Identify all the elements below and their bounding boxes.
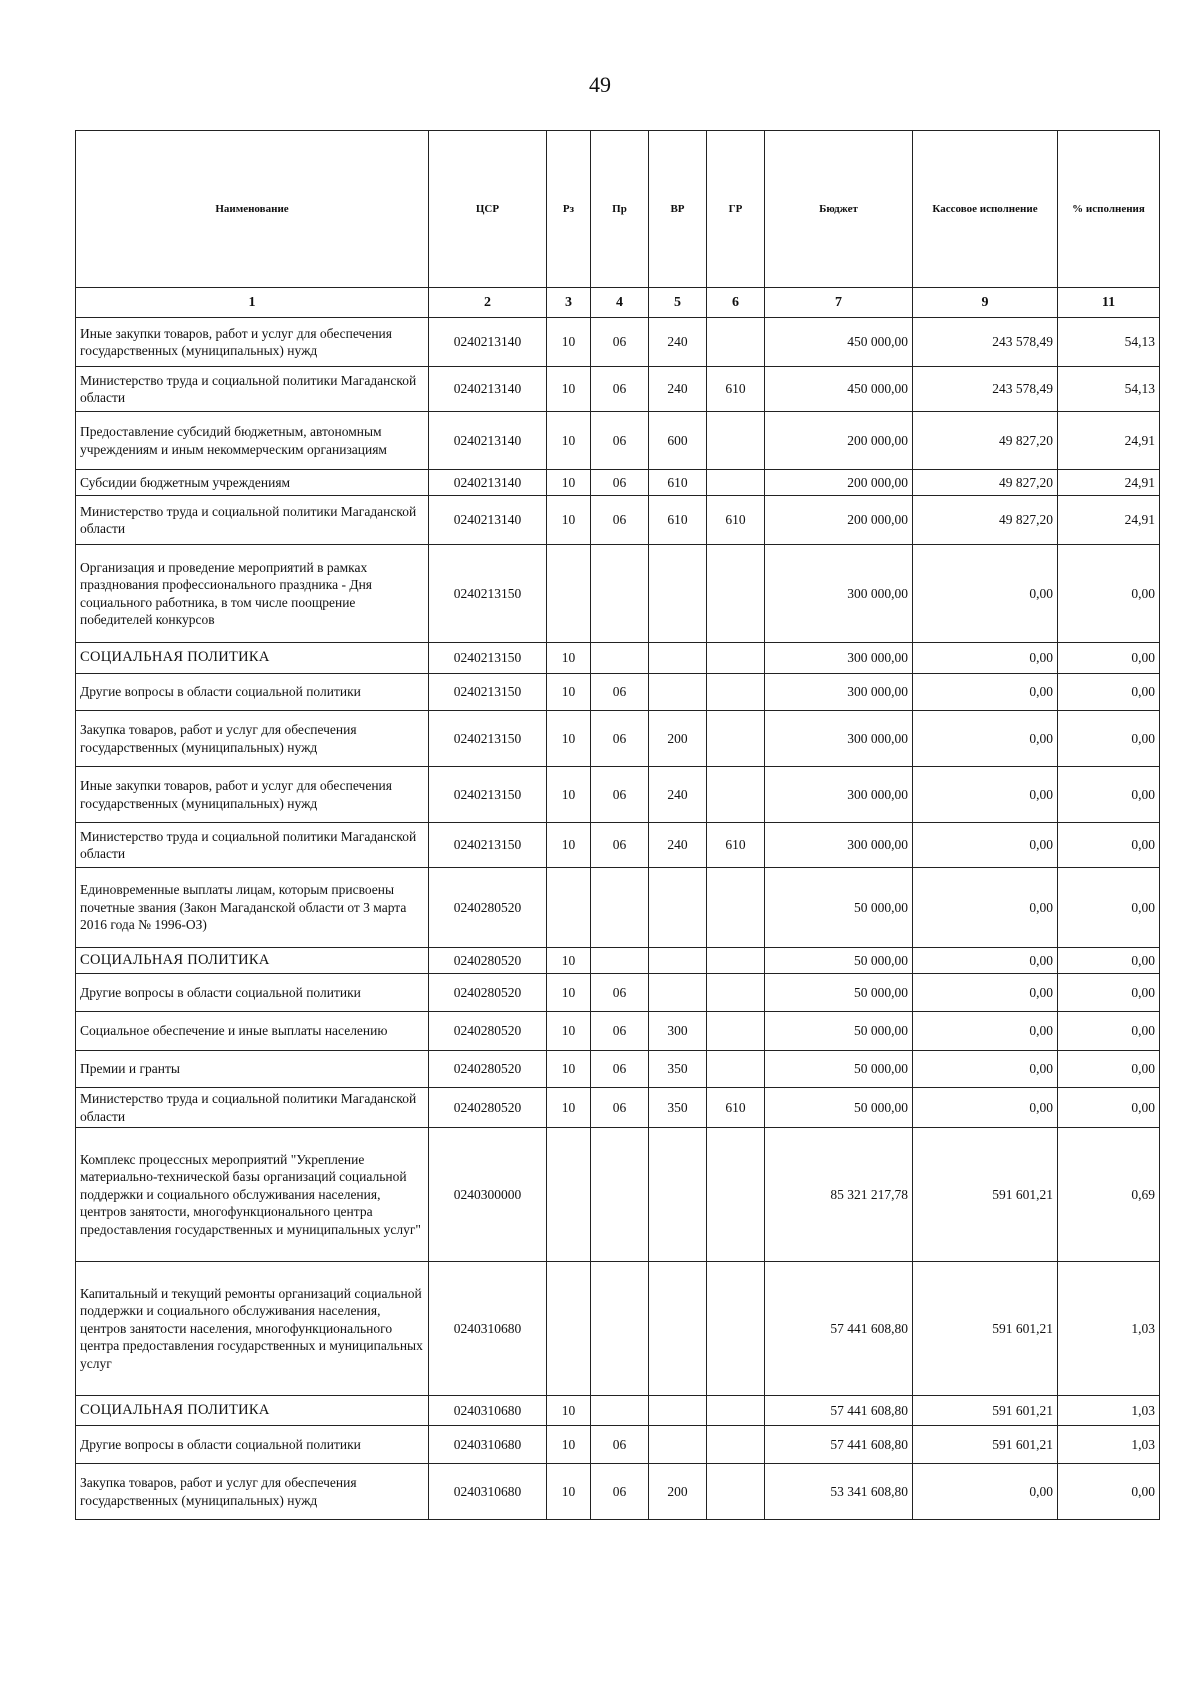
- row-gr: [707, 470, 765, 496]
- row-rz: 10: [547, 767, 591, 823]
- row-rz: 10: [547, 711, 591, 767]
- row-cash: 0,00: [913, 643, 1058, 674]
- row-percent: 0,00: [1058, 1051, 1160, 1088]
- row-vr: 350: [649, 1051, 707, 1088]
- row-pr: 06: [591, 823, 649, 868]
- row-vr: [649, 1262, 707, 1396]
- row-pr: [591, 643, 649, 674]
- row-cash: 0,00: [913, 974, 1058, 1012]
- row-gr: [707, 674, 765, 711]
- row-rz: 10: [547, 948, 591, 974]
- row-name: Министерство труда и социальной политики Магаданской области: [76, 496, 429, 545]
- table-row: [76, 1464, 1160, 1520]
- row-vr: [649, 1396, 707, 1426]
- row-budget: 53 341 608,80: [765, 1464, 913, 1520]
- row-pr: 06: [591, 318, 649, 367]
- row-cash: 0,00: [913, 545, 1058, 643]
- row-gr: [707, 711, 765, 767]
- row-gr: [707, 1128, 765, 1262]
- row-cash: 0,00: [913, 868, 1058, 948]
- row-csr: 0240280520: [429, 1012, 547, 1051]
- row-name: Иные закупки товаров, работ и услуг для обеспечения государственных (муниципальных) нужд: [76, 318, 429, 367]
- row-budget: 300 000,00: [765, 643, 913, 674]
- column-numbers-row: [76, 288, 1160, 318]
- row-percent: 24,91: [1058, 470, 1160, 496]
- row-name: Субсидии бюджетным учреждениям: [76, 470, 429, 496]
- row-vr: 610: [649, 470, 707, 496]
- col-header-budget: Бюджет: [765, 131, 913, 288]
- row-cash: 243 578,49: [913, 367, 1058, 412]
- row-name: СОЦИАЛЬНАЯ ПОЛИТИКА: [76, 1396, 429, 1426]
- row-percent: 0,00: [1058, 711, 1160, 767]
- row-rz: [547, 545, 591, 643]
- row-percent: 0,00: [1058, 948, 1160, 974]
- row-pr: [591, 948, 649, 974]
- row-pr: [591, 1262, 649, 1396]
- row-cash: 591 601,21: [913, 1262, 1058, 1396]
- row-budget: 300 000,00: [765, 674, 913, 711]
- row-name: Предоставление субсидий бюджетным, автономным учреждениям и иным некоммерческим организациям: [76, 412, 429, 470]
- row-percent: 0,00: [1058, 823, 1160, 868]
- row-cash: 49 827,20: [913, 470, 1058, 496]
- row-cash: 591 601,21: [913, 1426, 1058, 1464]
- row-pr: 06: [591, 367, 649, 412]
- table-row: [76, 1012, 1160, 1051]
- row-gr: [707, 868, 765, 948]
- row-csr: 0240213140: [429, 470, 547, 496]
- row-percent: 54,13: [1058, 318, 1160, 367]
- row-rz: 10: [547, 643, 591, 674]
- row-name: Закупка товаров, работ и услуг для обеспечения государственных (муниципальных) нужд: [76, 711, 429, 767]
- row-name: Иные закупки товаров, работ и услуг для обеспечения государственных (муниципальных) нужд: [76, 767, 429, 823]
- row-vr: 600: [649, 412, 707, 470]
- row-pr: 06: [591, 1426, 649, 1464]
- col-number: 5: [649, 288, 707, 318]
- row-rz: 10: [547, 1464, 591, 1520]
- row-percent: 1,03: [1058, 1396, 1160, 1426]
- row-pr: 06: [591, 974, 649, 1012]
- row-pr: 06: [591, 470, 649, 496]
- row-csr: 0240213150: [429, 711, 547, 767]
- row-cash: 0,00: [913, 711, 1058, 767]
- col-header-csr: ЦСР: [429, 131, 547, 288]
- table-row: [76, 767, 1160, 823]
- table-row: [76, 643, 1160, 674]
- row-rz: 10: [547, 1051, 591, 1088]
- row-budget: 200 000,00: [765, 412, 913, 470]
- row-gr: [707, 318, 765, 367]
- row-budget: 57 441 608,80: [765, 1262, 913, 1396]
- row-cash: 0,00: [913, 674, 1058, 711]
- row-cash: 49 827,20: [913, 496, 1058, 545]
- col-number: 4: [591, 288, 649, 318]
- row-percent: 0,00: [1058, 1012, 1160, 1051]
- col-header-gr: ГР: [707, 131, 765, 288]
- row-name: Закупка товаров, работ и услуг для обеспечения государственных (муниципальных) нужд: [76, 1464, 429, 1520]
- row-budget: 300 000,00: [765, 823, 913, 868]
- row-vr: [649, 674, 707, 711]
- row-budget: 50 000,00: [765, 948, 913, 974]
- table-row: [76, 412, 1160, 470]
- row-vr: 240: [649, 767, 707, 823]
- row-csr: 0240280520: [429, 1051, 547, 1088]
- row-vr: [649, 1128, 707, 1262]
- row-name: Капитальный и текущий ремонты организаций социальной поддержки и социального обслуживания населения, центров занятости населения, многофункционального центра предоставления государственных и муниципальных услуг: [76, 1262, 429, 1396]
- row-rz: 10: [547, 1012, 591, 1051]
- row-name: Министерство труда и социальной политики Магаданской области: [76, 1088, 429, 1128]
- row-rz: 10: [547, 674, 591, 711]
- row-name: СОЦИАЛЬНАЯ ПОЛИТИКА: [76, 948, 429, 974]
- row-csr: 0240280520: [429, 974, 547, 1012]
- row-percent: 0,00: [1058, 1464, 1160, 1520]
- row-percent: 0,00: [1058, 767, 1160, 823]
- row-budget: 450 000,00: [765, 367, 913, 412]
- row-percent: 0,69: [1058, 1128, 1160, 1262]
- row-rz: 10: [547, 496, 591, 545]
- row-csr: 0240213140: [429, 496, 547, 545]
- page-number: 49: [589, 72, 611, 97]
- row-percent: 1,03: [1058, 1262, 1160, 1396]
- col-number: 1: [76, 288, 429, 318]
- row-budget: 200 000,00: [765, 496, 913, 545]
- row-percent: 1,03: [1058, 1426, 1160, 1464]
- table-row: [76, 1426, 1160, 1464]
- table-row: [76, 868, 1160, 948]
- row-budget: 200 000,00: [765, 470, 913, 496]
- row-gr: [707, 1262, 765, 1396]
- row-rz: 10: [547, 974, 591, 1012]
- row-gr: 610: [707, 1088, 765, 1128]
- row-budget: 50 000,00: [765, 1012, 913, 1051]
- table-row: [76, 367, 1160, 412]
- row-csr: 0240213150: [429, 823, 547, 868]
- row-percent: 54,13: [1058, 367, 1160, 412]
- row-name: Другие вопросы в области социальной политики: [76, 974, 429, 1012]
- row-vr: [649, 545, 707, 643]
- row-percent: 0,00: [1058, 674, 1160, 711]
- row-name: Социальное обеспечение и иные выплаты населению: [76, 1012, 429, 1051]
- row-budget: 300 000,00: [765, 767, 913, 823]
- row-percent: 0,00: [1058, 868, 1160, 948]
- row-pr: 06: [591, 674, 649, 711]
- row-pr: 06: [591, 1012, 649, 1051]
- row-gr: [707, 948, 765, 974]
- col-header-pr: Пр: [591, 131, 649, 288]
- row-gr: 610: [707, 367, 765, 412]
- header-row: [76, 131, 1160, 288]
- row-pr: 06: [591, 767, 649, 823]
- row-budget: 300 000,00: [765, 545, 913, 643]
- row-pr: 06: [591, 412, 649, 470]
- row-pr: 06: [591, 1088, 649, 1128]
- row-budget: 85 321 217,78: [765, 1128, 913, 1262]
- row-rz: [547, 868, 591, 948]
- table-row: [76, 1051, 1160, 1088]
- row-budget: 50 000,00: [765, 1051, 913, 1088]
- row-gr: [707, 974, 765, 1012]
- col-number: 2: [429, 288, 547, 318]
- row-cash: 243 578,49: [913, 318, 1058, 367]
- row-percent: 0,00: [1058, 545, 1160, 643]
- row-rz: 10: [547, 318, 591, 367]
- row-name: Премии и гранты: [76, 1051, 429, 1088]
- table-row: [76, 823, 1160, 868]
- row-cash: 49 827,20: [913, 412, 1058, 470]
- table-row: [76, 1128, 1160, 1262]
- row-pr: 06: [591, 496, 649, 545]
- col-header-vr: ВР: [649, 131, 707, 288]
- row-pr: 06: [591, 1051, 649, 1088]
- table-row: [76, 948, 1160, 974]
- row-budget: 50 000,00: [765, 974, 913, 1012]
- row-name: Комплекс процессных мероприятий "Укрепление материально-технической базы организаций социальной поддержки и социального обслуживания населения, центров занятости, многофункционального центра предоставления государственных и муниципальных услуг": [76, 1128, 429, 1262]
- col-number: 11: [1058, 288, 1160, 318]
- col-header-percent: % исполнения: [1058, 131, 1160, 288]
- row-pr: 06: [591, 711, 649, 767]
- row-rz: 10: [547, 412, 591, 470]
- row-pr: [591, 868, 649, 948]
- row-vr: 240: [649, 823, 707, 868]
- row-gr: [707, 1012, 765, 1051]
- row-budget: 50 000,00: [765, 1088, 913, 1128]
- row-csr: 0240310680: [429, 1426, 547, 1464]
- row-gr: [707, 412, 765, 470]
- row-cash: 0,00: [913, 823, 1058, 868]
- row-rz: 10: [547, 367, 591, 412]
- row-cash: 0,00: [913, 1051, 1058, 1088]
- row-name: СОЦИАЛЬНАЯ ПОЛИТИКА: [76, 643, 429, 674]
- row-budget: 50 000,00: [765, 868, 913, 948]
- row-rz: 10: [547, 823, 591, 868]
- row-vr: 240: [649, 318, 707, 367]
- table-row: [76, 1262, 1160, 1396]
- table-row: [76, 1396, 1160, 1426]
- row-csr: 0240310680: [429, 1396, 547, 1426]
- row-csr: 0240213140: [429, 412, 547, 470]
- row-cash: 0,00: [913, 1088, 1058, 1128]
- table-row: [76, 974, 1160, 1012]
- row-gr: [707, 643, 765, 674]
- row-gr: [707, 545, 765, 643]
- row-vr: 610: [649, 496, 707, 545]
- row-name: Другие вопросы в области социальной политики: [76, 1426, 429, 1464]
- row-name: Министерство труда и социальной политики Магаданской области: [76, 823, 429, 868]
- row-csr: 0240213150: [429, 674, 547, 711]
- row-vr: 200: [649, 711, 707, 767]
- row-rz: 10: [547, 1088, 591, 1128]
- row-gr: [707, 1464, 765, 1520]
- row-csr: 0240280520: [429, 948, 547, 974]
- row-cash: 591 601,21: [913, 1396, 1058, 1426]
- row-csr: 0240213150: [429, 545, 547, 643]
- row-budget: 57 441 608,80: [765, 1426, 913, 1464]
- row-csr: 0240300000: [429, 1128, 547, 1262]
- row-budget: 57 441 608,80: [765, 1396, 913, 1426]
- row-csr: 0240280520: [429, 868, 547, 948]
- row-csr: 0240310680: [429, 1262, 547, 1396]
- table-row: [76, 711, 1160, 767]
- row-percent: 0,00: [1058, 643, 1160, 674]
- table-row: [76, 1088, 1160, 1128]
- row-gr: [707, 1426, 765, 1464]
- col-header-rz: Рз: [547, 131, 591, 288]
- row-csr: 0240280520: [429, 1088, 547, 1128]
- row-csr: 0240213140: [429, 318, 547, 367]
- col-number: 3: [547, 288, 591, 318]
- row-pr: 06: [591, 1464, 649, 1520]
- budget-execution-table: [75, 130, 1160, 1520]
- row-rz: [547, 1262, 591, 1396]
- row-pr: [591, 1128, 649, 1262]
- row-csr: 0240213140: [429, 367, 547, 412]
- row-vr: [649, 974, 707, 1012]
- row-csr: 0240213150: [429, 643, 547, 674]
- col-number: 9: [913, 288, 1058, 318]
- row-gr: 610: [707, 823, 765, 868]
- row-gr: 610: [707, 496, 765, 545]
- col-number: 6: [707, 288, 765, 318]
- row-cash: 0,00: [913, 948, 1058, 974]
- table-row: [76, 470, 1160, 496]
- row-rz: [547, 1128, 591, 1262]
- row-cash: 0,00: [913, 1012, 1058, 1051]
- row-name: Единовременные выплаты лицам, которым присвоены почетные звания (Закон Магаданской области от 3 марта 2016 года № 1996-ОЗ): [76, 868, 429, 948]
- row-name: Другие вопросы в области социальной политики: [76, 674, 429, 711]
- row-budget: 300 000,00: [765, 711, 913, 767]
- row-cash: 0,00: [913, 1464, 1058, 1520]
- row-vr: 200: [649, 1464, 707, 1520]
- row-cash: 0,00: [913, 767, 1058, 823]
- table-row: [76, 674, 1160, 711]
- row-vr: [649, 948, 707, 974]
- row-vr: 240: [649, 367, 707, 412]
- row-csr: 0240310680: [429, 1464, 547, 1520]
- row-name: Министерство труда и социальной политики Магаданской области: [76, 367, 429, 412]
- row-vr: 300: [649, 1012, 707, 1051]
- row-csr: 0240213150: [429, 767, 547, 823]
- row-percent: 0,00: [1058, 1088, 1160, 1128]
- row-percent: 0,00: [1058, 974, 1160, 1012]
- row-rz: 10: [547, 1396, 591, 1426]
- row-rz: 10: [547, 1426, 591, 1464]
- row-vr: [649, 868, 707, 948]
- row-rz: 10: [547, 470, 591, 496]
- row-gr: [707, 1396, 765, 1426]
- row-gr: [707, 1051, 765, 1088]
- col-header-cash: Кассовое исполнение: [913, 131, 1058, 288]
- table-row: [76, 496, 1160, 545]
- row-name: Организация и проведение мероприятий в рамках празднования профессионального праздника - Дня социального работника, в том числе поощрение победителей конкурсов: [76, 545, 429, 643]
- row-percent: 24,91: [1058, 496, 1160, 545]
- row-gr: [707, 767, 765, 823]
- row-cash: 591 601,21: [913, 1128, 1058, 1262]
- row-pr: [591, 545, 649, 643]
- row-percent: 24,91: [1058, 412, 1160, 470]
- row-vr: 350: [649, 1088, 707, 1128]
- row-pr: [591, 1396, 649, 1426]
- table-row: [76, 545, 1160, 643]
- row-budget: 450 000,00: [765, 318, 913, 367]
- row-vr: [649, 1426, 707, 1464]
- col-number: 7: [765, 288, 913, 318]
- col-header-name: Наименование: [76, 131, 429, 288]
- table-row: [76, 318, 1160, 367]
- row-vr: [649, 643, 707, 674]
